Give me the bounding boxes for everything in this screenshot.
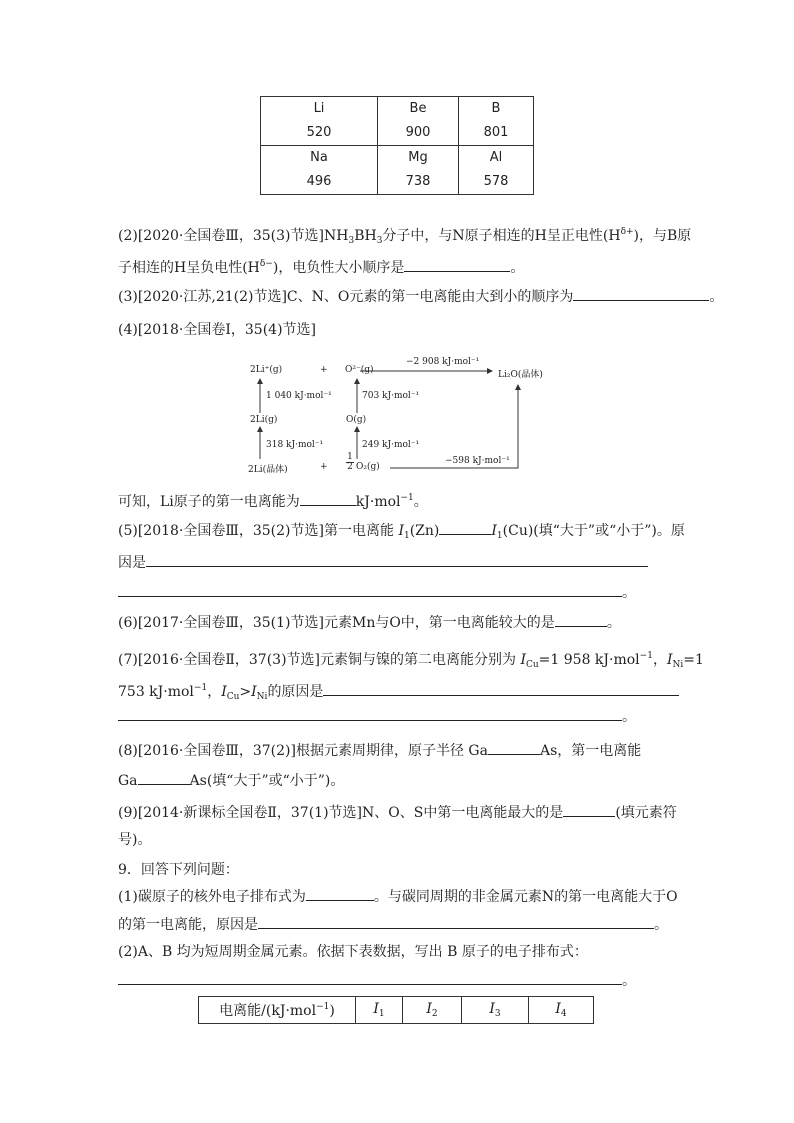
- element-symbol: Na: [310, 150, 328, 165]
- table-cell: [261, 146, 378, 195]
- question-5-line-1: (5)[2018·全国卷Ⅲ，35(2)节选]第一电离能 $I_1(Zn)$ $I_1(Cu)$(填“大于”或“小于”)。原: [118, 520, 685, 546]
- element-value: 520: [306, 125, 332, 140]
- label-half-fraction: 1 2: [347, 452, 353, 472]
- table-cell: [261, 97, 378, 146]
- problem-9-part-1-line-1: (1)碳原子的核外电子排布式为 。与碳同周期的非金属元素N的第一电离能大于O: [118, 886, 678, 907]
- answer-blank[interactable]: [300, 491, 356, 506]
- answer-blank[interactable]: [404, 257, 510, 272]
- answer-blank[interactable]: [118, 706, 622, 721]
- table-cell: [459, 97, 534, 146]
- answer-blank[interactable]: [138, 770, 190, 785]
- label-249: 249 kJ·mol⁻¹: [362, 440, 420, 450]
- element-value: 578: [483, 174, 509, 189]
- question-4-answer: 可知，Li原子的第一电离能为 kJ·mol$^{-1}$。: [118, 493, 428, 510]
- question-5-line-2: 因是: [118, 552, 648, 573]
- element-symbol: Al: [489, 150, 503, 165]
- element-value: 496: [306, 174, 332, 189]
- question-8-line-1: (8)[2016·全国卷Ⅲ，37(2)]根据元素周期律，原子半径 Ga As，第一电离能: [118, 740, 641, 761]
- answer-blank[interactable]: [306, 886, 374, 901]
- label-plus: +: [320, 462, 328, 472]
- table-cell: [378, 97, 459, 146]
- table-header-cell: $I_3$: [462, 997, 529, 1024]
- ionization-energy-table: [260, 96, 534, 195]
- table-header-cell: 电离能/(kJ·mol$^{-1}$): [199, 997, 356, 1024]
- problem-9-title: 9．回答下列问题：: [118, 862, 239, 878]
- table-cell: [378, 146, 459, 195]
- question-7-line-3: 。: [118, 706, 636, 727]
- label-1040: 1 040 kJ·mol⁻¹: [266, 391, 332, 401]
- question-6: (6)[2017·全国卷Ⅲ，35(1)节选]元素Mn与O中，第一电离能较大的是 。: [118, 612, 621, 633]
- label-li-ion: 2Li⁺(g): [250, 365, 283, 375]
- label-o2-g: O₂(g): [356, 462, 380, 472]
- table-header-cell: $I_4$: [529, 997, 594, 1024]
- table-row: [199, 997, 594, 1024]
- label-703: 703 kJ·mol⁻¹: [362, 391, 420, 401]
- label-318: 318 kJ·mol⁻¹: [266, 440, 324, 450]
- question-9-line-1: (9)[2014·新课标全国卷Ⅱ，37(1)节选]N、O、S中第一电离能最大的是 (填元素符: [118, 802, 677, 823]
- label-li2o: Li₂O(晶体): [498, 370, 543, 380]
- element-symbol: B: [491, 101, 501, 116]
- label-o-ion: O²⁻(g): [345, 365, 374, 375]
- element-value: 801: [483, 125, 509, 140]
- label-lattice-energy: −2 908 kJ·mol⁻¹: [406, 357, 480, 367]
- answer-blank[interactable]: [323, 681, 679, 696]
- answer-blank[interactable]: [555, 612, 607, 627]
- question-7-line-2: 753 kJ·mol$^{-1}$，$I_{Cu}>I_{Ni}$的原因是: [118, 678, 679, 707]
- element-symbol: Be: [409, 101, 427, 116]
- answer-blank[interactable]: [573, 286, 709, 301]
- question-2-line-2: 子相连的H呈负电性$(H^{\delta-})$，电负性大小顺序是 。: [118, 259, 525, 276]
- problem-9-part-2-answer: 。: [118, 970, 636, 991]
- label-o-g: O(g): [346, 415, 367, 425]
- question-8-line-2: Ga As(填“大于”或“小于”)。: [118, 770, 344, 791]
- answer-blank[interactable]: [118, 582, 622, 597]
- label-li-s: 2Li(晶体): [248, 465, 288, 475]
- question-2-line-1: (2)[2020·全国卷Ⅲ，35(3)节选]$NH_3BH_3$分子中，与N原子相连的H呈正电性$(H^{\delta+})$，与B原: [118, 227, 692, 246]
- answer-blank[interactable]: [439, 520, 491, 535]
- answer-blank[interactable]: [488, 740, 540, 755]
- answer-blank[interactable]: [563, 802, 615, 817]
- question-7-line-1: (7)[2016·全国卷Ⅱ，37(3)节选]元素铜与镍的第二电离能分别为 $I_{Cu}=1$ 958 kJ·mol$^{-1}$，$I_{Ni}=1$: [118, 651, 704, 670]
- question-4: (4)[2018·全国卷Ⅰ，35(4)节选]: [118, 322, 317, 338]
- label-formation-energy: −598 kJ·mol⁻¹: [445, 456, 510, 466]
- table-row: [261, 146, 534, 195]
- problem-9-part-2: (2)A、B 均为短周期金属元素。依据下表数据，写出 B 原子的电子排布式：: [118, 944, 588, 960]
- element-value: 900: [405, 125, 431, 140]
- table-header-cell: $I_2$: [403, 997, 462, 1024]
- question-3: (3)[2020·江苏,21(2)节选]C、N、O元素的第一电离能由大到小的顺序为 。: [118, 286, 723, 307]
- question-9-line-2: 号)。: [118, 832, 152, 848]
- table-cell: [459, 146, 534, 195]
- answer-blank[interactable]: [146, 552, 648, 567]
- table-row: [261, 97, 534, 146]
- answer-blank[interactable]: [118, 970, 622, 985]
- question-5-line-3: 。: [118, 582, 636, 603]
- label-plus: +: [320, 365, 328, 375]
- label-li-g: 2Li(g): [250, 415, 278, 425]
- element-value: 738: [405, 174, 431, 189]
- ionization-energy-header-table: [198, 996, 594, 1024]
- born-haber-diagram: [240, 355, 560, 475]
- problem-9-part-1-line-2: 的第一电离能，原因是 。: [118, 914, 668, 935]
- answer-blank[interactable]: [258, 914, 654, 929]
- element-symbol: Li: [313, 101, 325, 116]
- element-symbol: Mg: [408, 150, 428, 165]
- table-header-cell: $I_1$: [356, 997, 403, 1024]
